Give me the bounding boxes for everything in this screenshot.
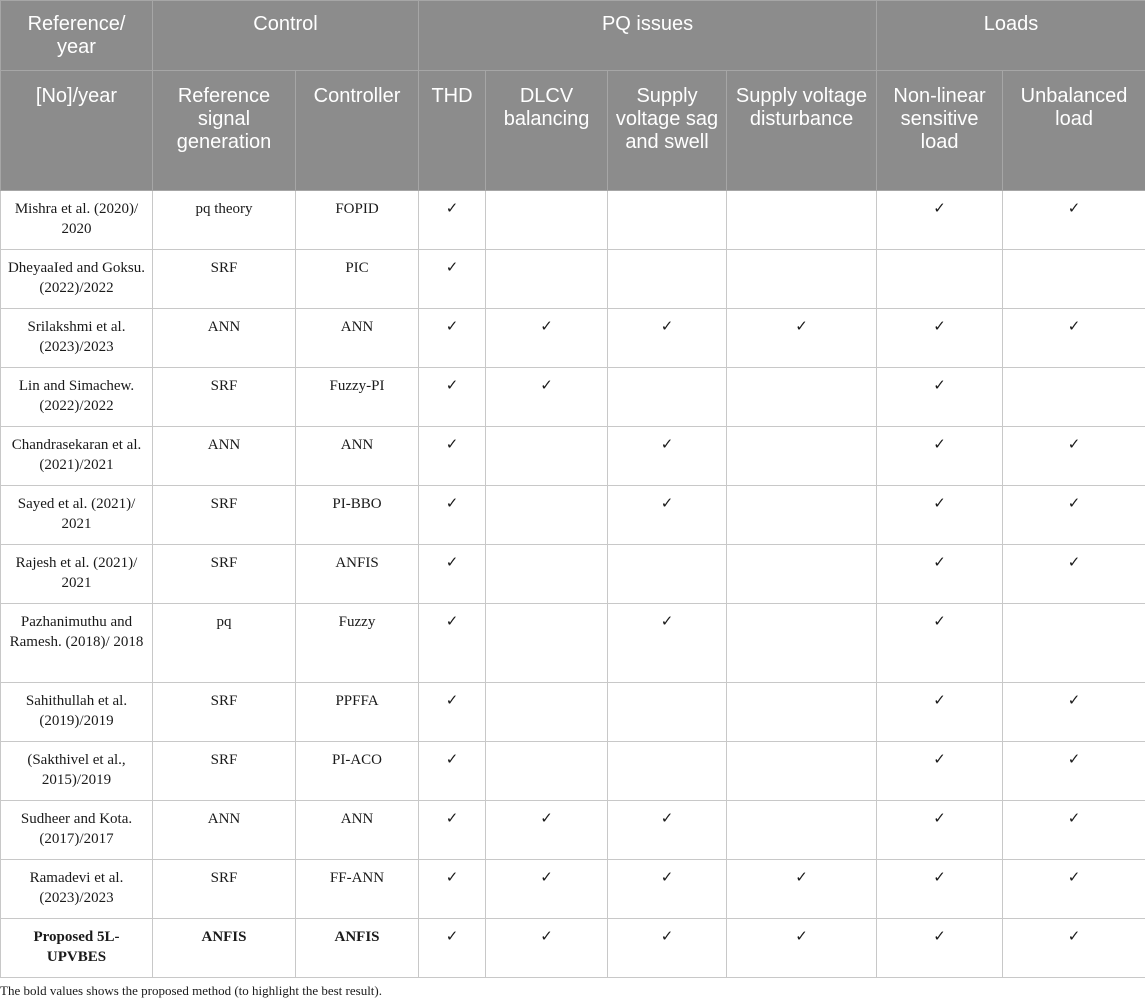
controller-cell: Fuzzy-PI	[296, 368, 419, 427]
unbalanced-cell: ✓	[1003, 486, 1145, 545]
nonlinear-cell: ✓	[877, 191, 1003, 250]
header-reference-signal: Reference signal generation	[153, 71, 296, 191]
thd-cell: ✓	[419, 486, 486, 545]
thd-cell: ✓	[419, 250, 486, 309]
unbalanced-cell: ✓	[1003, 742, 1145, 801]
nonlinear-cell: ✓	[877, 683, 1003, 742]
header-reference: Reference/ year	[1, 1, 153, 71]
controller-cell: FF-ANN	[296, 860, 419, 919]
thd-cell: ✓	[419, 427, 486, 486]
signal-cell: SRF	[153, 860, 296, 919]
disturbance-cell	[727, 545, 877, 604]
footnote: The bold values shows the proposed method (to highlight the best result).	[0, 983, 382, 998]
thd-cell: ✓	[419, 742, 486, 801]
unbalanced-cell: ✓	[1003, 860, 1145, 919]
header-pq-issues: PQ issues	[419, 1, 877, 71]
dlcv-cell: ✓	[486, 860, 608, 919]
nonlinear-cell: ✓	[877, 309, 1003, 368]
reference-cell: (Sakthivel et al., 2015)/2019	[1, 742, 153, 801]
reference-cell: Ramadevi et al. (2023)/2023	[1, 860, 153, 919]
table-row	[1, 604, 1145, 683]
thd-cell: ✓	[419, 919, 486, 978]
signal-cell: SRF	[153, 683, 296, 742]
table-row	[1, 683, 1145, 742]
controller-cell: ANN	[296, 801, 419, 860]
signal-cell: ANN	[153, 309, 296, 368]
sag-swell-cell	[608, 683, 727, 742]
nonlinear-cell	[877, 250, 1003, 309]
unbalanced-cell: ✓	[1003, 683, 1145, 742]
disturbance-cell	[727, 604, 877, 683]
controller-cell: FOPID	[296, 191, 419, 250]
header-thd: THD	[419, 71, 486, 191]
nonlinear-cell: ✓	[877, 801, 1003, 860]
controller-cell: ANFIS	[296, 545, 419, 604]
signal-cell: SRF	[153, 545, 296, 604]
dlcv-cell	[486, 604, 608, 683]
dlcv-cell: ✓	[486, 368, 608, 427]
dlcv-cell	[486, 191, 608, 250]
disturbance-cell	[727, 801, 877, 860]
dlcv-cell	[486, 742, 608, 801]
thd-cell: ✓	[419, 368, 486, 427]
sag-swell-cell	[608, 545, 727, 604]
sag-swell-cell: ✓	[608, 486, 727, 545]
nonlinear-cell: ✓	[877, 919, 1003, 978]
unbalanced-cell: ✓	[1003, 191, 1145, 250]
unbalanced-cell: ✓	[1003, 545, 1145, 604]
dlcv-cell: ✓	[486, 919, 608, 978]
dlcv-cell: ✓	[486, 801, 608, 860]
table-row	[1, 919, 1145, 978]
reference-cell: Sayed et al. (2021)/ 2021	[1, 486, 153, 545]
table-row	[1, 191, 1145, 250]
dlcv-cell	[486, 250, 608, 309]
header-nonlinear-load: Non-linear sensitive load	[877, 71, 1003, 191]
signal-cell: SRF	[153, 250, 296, 309]
disturbance-cell: ✓	[727, 860, 877, 919]
table-row	[1, 368, 1145, 427]
disturbance-cell	[727, 742, 877, 801]
controller-cell: Fuzzy	[296, 604, 419, 683]
thd-cell: ✓	[419, 683, 486, 742]
header-sag-swell: Supply voltage sag and swell	[608, 71, 727, 191]
thd-cell: ✓	[419, 309, 486, 368]
reference-cell: Pazhanimuthu and Ramesh. (2018)/ 2018	[1, 604, 153, 683]
signal-cell: pq theory	[153, 191, 296, 250]
reference-cell: Sahithullah et al. (2019)/2019	[1, 683, 153, 742]
table-row	[1, 742, 1145, 801]
header-disturbance: Supply voltage disturbance	[727, 71, 877, 191]
sag-swell-cell: ✓	[608, 919, 727, 978]
dlcv-cell: ✓	[486, 309, 608, 368]
reference-cell: Rajesh et al. (2021)/ 2021	[1, 545, 153, 604]
disturbance-cell	[727, 683, 877, 742]
dlcv-cell	[486, 545, 608, 604]
reference-cell: Mishra et al. (2020)/ 2020	[1, 191, 153, 250]
header-unbalanced-load: Unbalanced load	[1003, 71, 1145, 191]
signal-cell: ANFIS	[153, 919, 296, 978]
header-dlcv-balancing: DLCV balancing	[486, 71, 608, 191]
dlcv-cell	[486, 486, 608, 545]
disturbance-cell: ✓	[727, 309, 877, 368]
signal-cell: SRF	[153, 368, 296, 427]
signal-cell: ANN	[153, 427, 296, 486]
controller-cell: PI-ACO	[296, 742, 419, 801]
sag-swell-cell: ✓	[608, 427, 727, 486]
disturbance-cell	[727, 191, 877, 250]
header-loads: Loads	[877, 1, 1145, 71]
thd-cell: ✓	[419, 545, 486, 604]
controller-cell: ANN	[296, 309, 419, 368]
unbalanced-cell	[1003, 604, 1145, 683]
signal-cell: pq	[153, 604, 296, 683]
header-row-2	[1, 71, 1145, 191]
disturbance-cell	[727, 427, 877, 486]
thd-cell: ✓	[419, 801, 486, 860]
table-row	[1, 545, 1145, 604]
controller-cell: ANFIS	[296, 919, 419, 978]
thd-cell: ✓	[419, 604, 486, 683]
table-row	[1, 801, 1145, 860]
header-no-year: [No]/year	[1, 71, 153, 191]
reference-cell: Chandrasekaran et al. (2021)/2021	[1, 427, 153, 486]
nonlinear-cell: ✓	[877, 368, 1003, 427]
reference-cell: Lin and Simachew. (2022)/2022	[1, 368, 153, 427]
sag-swell-cell: ✓	[608, 860, 727, 919]
controller-cell: ANN	[296, 427, 419, 486]
table-row	[1, 309, 1145, 368]
unbalanced-cell: ✓	[1003, 427, 1145, 486]
unbalanced-cell: ✓	[1003, 801, 1145, 860]
signal-cell: ANN	[153, 801, 296, 860]
nonlinear-cell: ✓	[877, 742, 1003, 801]
nonlinear-cell: ✓	[877, 545, 1003, 604]
thd-cell: ✓	[419, 860, 486, 919]
sag-swell-cell	[608, 742, 727, 801]
sag-swell-cell: ✓	[608, 604, 727, 683]
nonlinear-cell: ✓	[877, 860, 1003, 919]
unbalanced-cell	[1003, 250, 1145, 309]
disturbance-cell	[727, 368, 877, 427]
header-control: Control	[153, 1, 419, 71]
unbalanced-cell	[1003, 368, 1145, 427]
reference-cell: Srilakshmi et al. (2023)/2023	[1, 309, 153, 368]
nonlinear-cell: ✓	[877, 486, 1003, 545]
dlcv-cell	[486, 683, 608, 742]
reference-cell: Proposed 5L-UPVBES	[1, 919, 153, 978]
disturbance-cell	[727, 250, 877, 309]
controller-cell: PIC	[296, 250, 419, 309]
reference-cell: DheyaaIed and Goksu. (2022)/2022	[1, 250, 153, 309]
thd-cell: ✓	[419, 191, 486, 250]
unbalanced-cell: ✓	[1003, 919, 1145, 978]
header-row-1	[1, 1, 1145, 71]
controller-cell: PPFFA	[296, 683, 419, 742]
nonlinear-cell: ✓	[877, 427, 1003, 486]
table-row	[1, 860, 1145, 919]
header-controller: Controller	[296, 71, 419, 191]
signal-cell: SRF	[153, 742, 296, 801]
dlcv-cell	[486, 427, 608, 486]
sag-swell-cell	[608, 368, 727, 427]
disturbance-cell: ✓	[727, 919, 877, 978]
reference-cell: Sudheer and Kota. (2017)/2017	[1, 801, 153, 860]
disturbance-cell	[727, 486, 877, 545]
nonlinear-cell: ✓	[877, 604, 1003, 683]
unbalanced-cell: ✓	[1003, 309, 1145, 368]
table-row	[1, 250, 1145, 309]
signal-cell: SRF	[153, 486, 296, 545]
sag-swell-cell: ✓	[608, 801, 727, 860]
controller-cell: PI-BBO	[296, 486, 419, 545]
table-row	[1, 486, 1145, 545]
table-body	[1, 191, 1145, 978]
sag-swell-cell	[608, 250, 727, 309]
sag-swell-cell: ✓	[608, 309, 727, 368]
table-row	[1, 427, 1145, 486]
sag-swell-cell	[608, 191, 727, 250]
